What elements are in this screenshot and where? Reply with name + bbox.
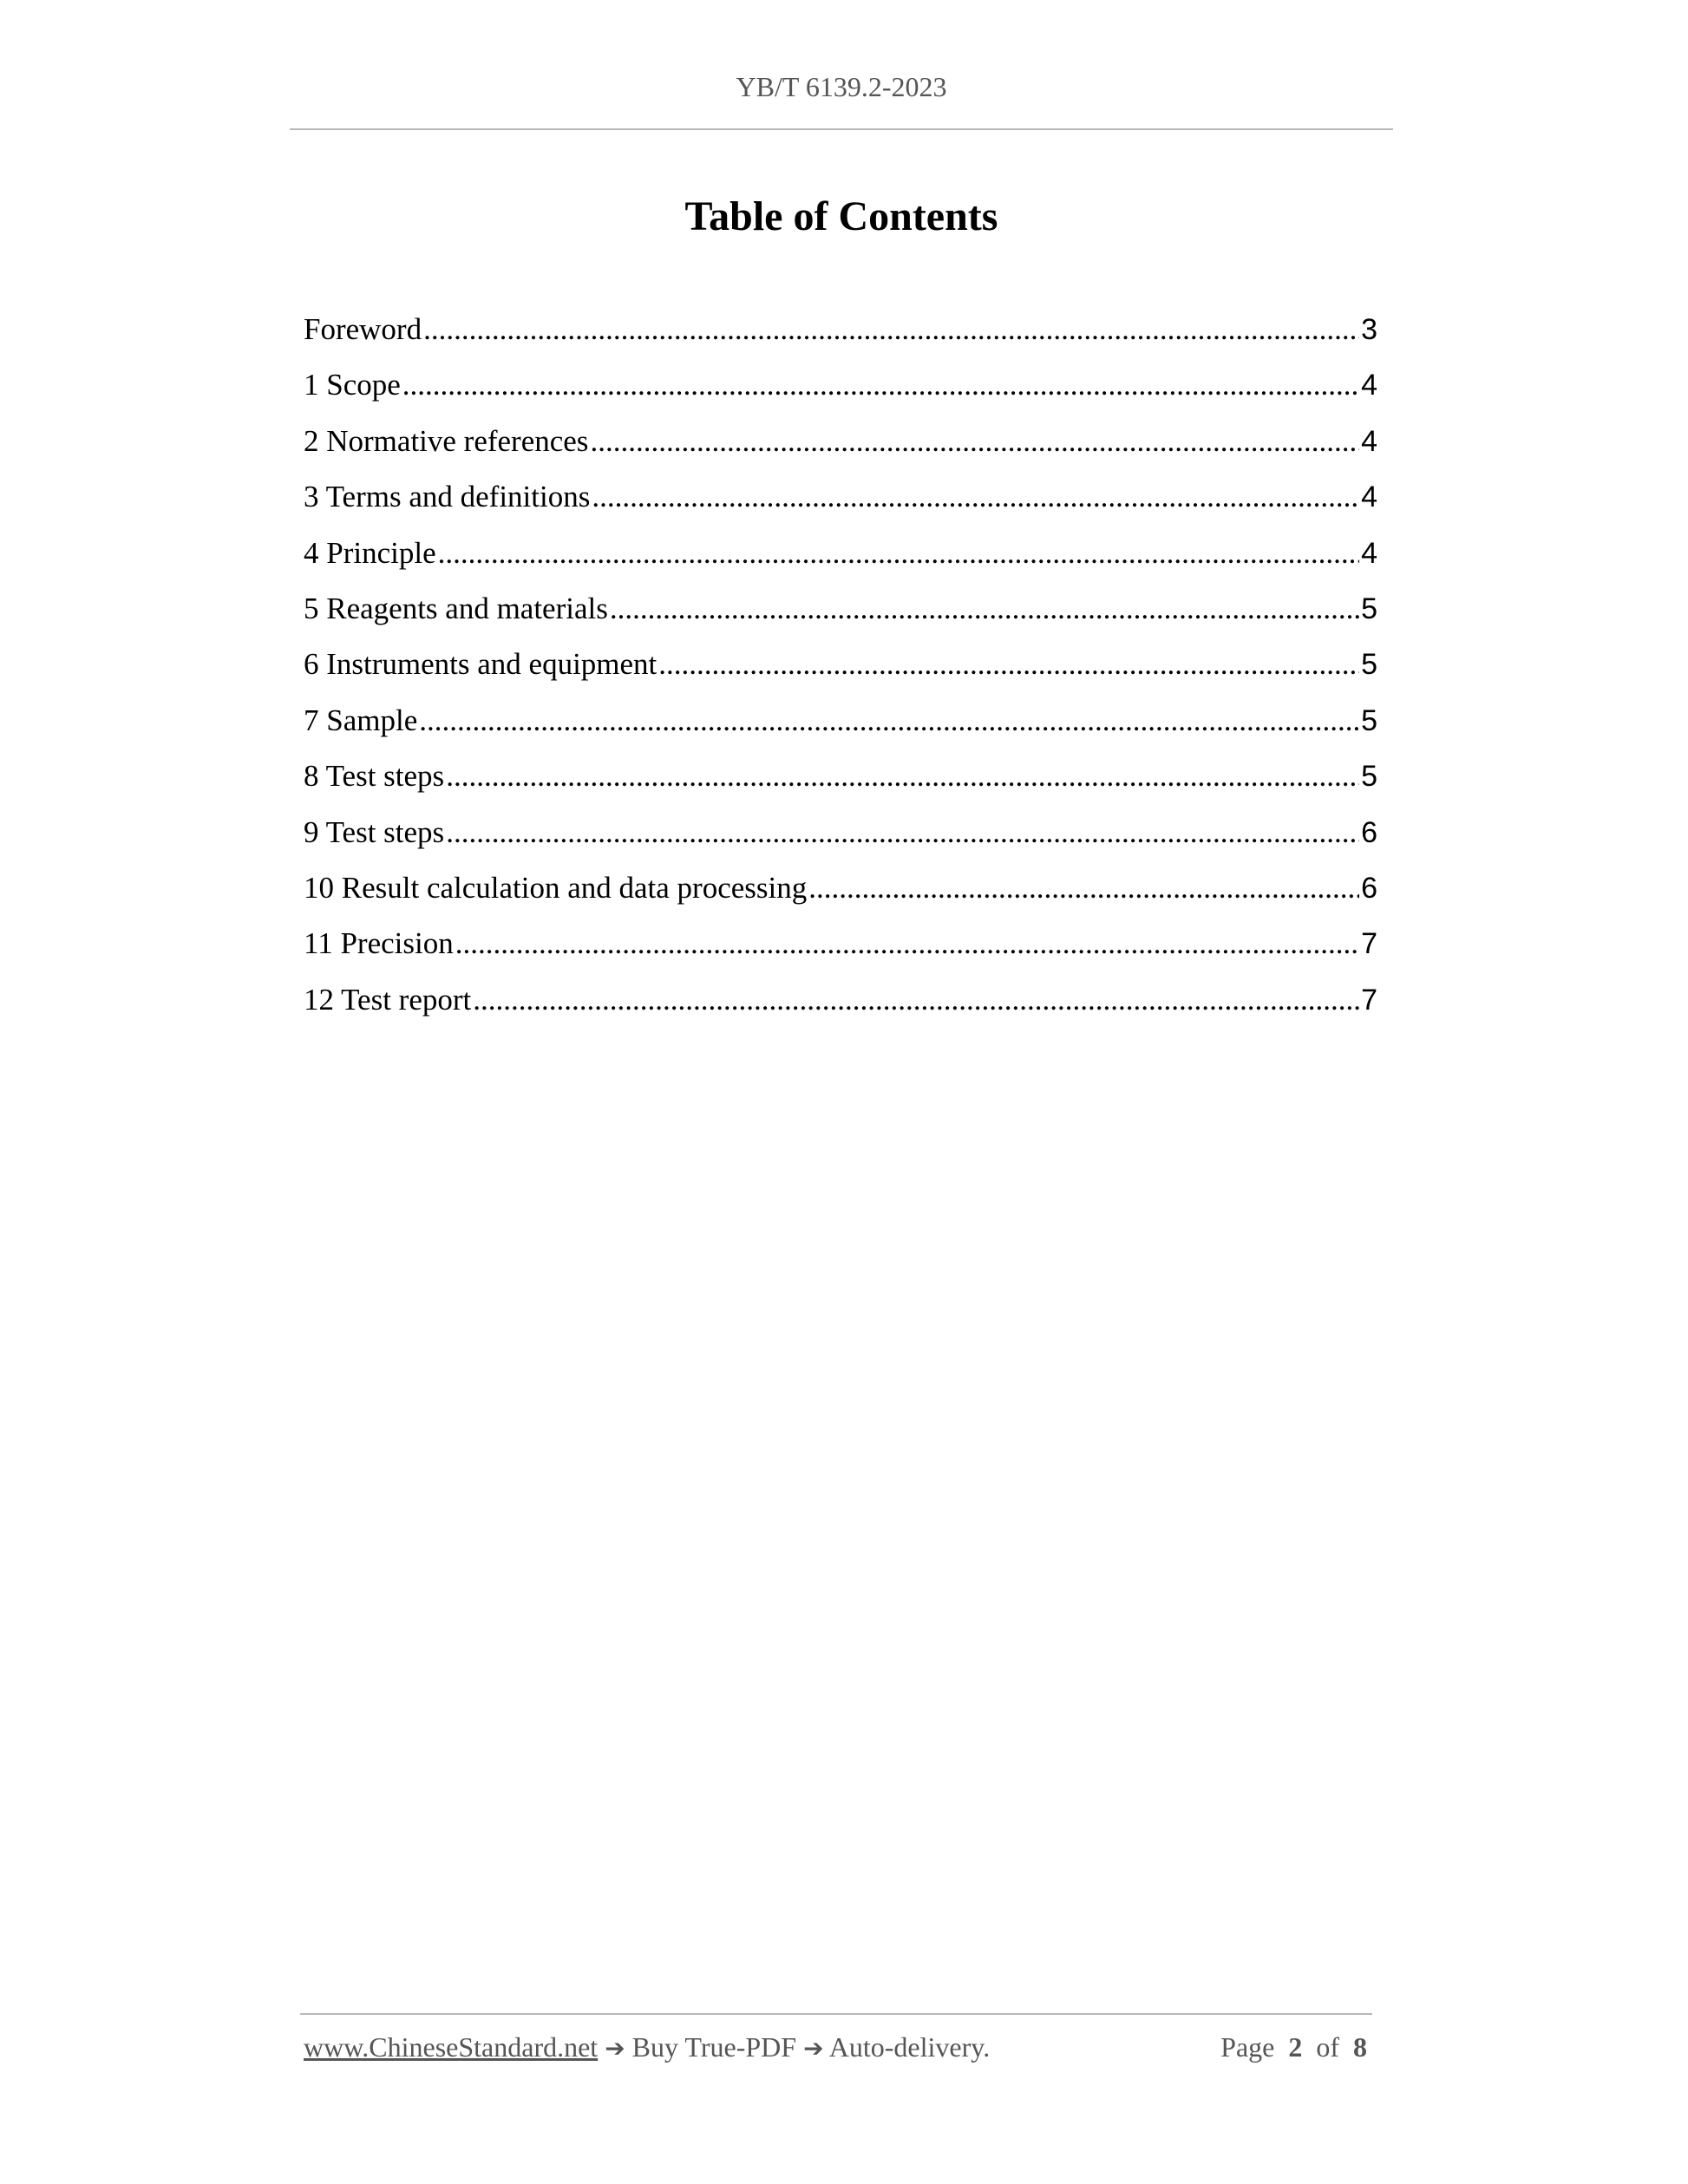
toc-entry-page: 4 [1361,424,1377,458]
toc-entry-page: 5 [1361,760,1377,794]
toc-entry-terms-and-definitions[interactable] [304,480,1377,535]
toc-entry-label: 11 Precision [304,926,454,961]
toc-entry-label: Foreword [304,312,422,346]
toc-entry-label: 3 Terms and definitions [304,480,591,514]
toc-entry-normative-references[interactable] [304,424,1377,480]
toc-entry-test-steps-9[interactable] [304,815,1377,871]
toc-entry-label: 9 Test steps [304,814,445,849]
toc-entry-label: 2 Normative references [304,423,589,458]
toc-dot-leader [808,871,1359,906]
footer-delivery-text: Auto-delivery. [828,2031,991,2063]
toc-entry-label: 4 Principle [304,535,436,570]
toc-entry-page: 4 [1361,369,1377,402]
toc-dot-leader [592,480,1359,514]
toc-entry-page: 6 [1361,871,1377,905]
toc-entry-page: 4 [1361,481,1377,514]
toc-dot-leader [438,536,1359,571]
footer-divider [300,2013,1372,2015]
site-link[interactable]: www.ChineseStandard.net [304,2031,599,2063]
page-title: Table of Contents [684,193,998,239]
toc-entry-test-steps-8[interactable] [304,759,1377,814]
toc-dot-leader [610,592,1359,626]
toc-dot-leader [658,647,1359,682]
toc-entry-label: 5 Reagents and materials [304,591,608,625]
toc-dot-leader [423,312,1359,347]
toc-entry-label: 1 Scope [304,368,401,402]
toc-entry-page: 3 [1361,313,1377,346]
page-indicator [1220,2031,1367,2063]
toc-entry-page: 7 [1361,927,1377,961]
toc-dot-leader [446,815,1359,850]
toc-entry-instruments-and-equipment[interactable] [304,647,1377,703]
toc-entry-scope[interactable] [304,368,1377,423]
toc-dot-leader [419,703,1359,738]
total-pages-number: 8 [1353,2031,1367,2063]
toc-entry-page: 6 [1361,815,1377,849]
current-page-number: 2 [1288,2031,1303,2063]
toc-entry-label: 10 Result calculation and data processing [304,870,808,905]
toc-entry-reagents-and-materials[interactable] [304,592,1377,647]
toc-dot-leader [446,759,1359,794]
toc-entry-label: 8 Test steps [304,759,445,794]
toc-entry-label: 6 Instruments and equipment [304,647,658,682]
of-word: of [1316,2031,1339,2063]
toc-entry-page: 7 [1361,983,1377,1017]
toc-entry-result-calculation[interactable] [304,871,1377,926]
toc-entry-page: 5 [1361,648,1377,682]
toc-entry-label: 7 Sample [304,703,418,737]
header-divider [290,128,1393,130]
toc-dot-leader [473,983,1359,1017]
header-standard-code: YB/T 6139.2-2023 [736,71,947,102]
footer-promo [304,2031,990,2063]
toc-entry-sample[interactable] [304,703,1377,759]
arrow-right-icon: ➔ [803,2034,824,2063]
toc-entry-label: 12 Test report [304,982,472,1017]
toc-dot-leader [402,368,1359,402]
toc-entry-principle[interactable] [304,536,1377,592]
page-word: Page [1220,2031,1275,2063]
arrow-right-icon: ➔ [605,2034,625,2063]
toc-entry-page: 5 [1361,703,1377,737]
toc-dot-leader [590,424,1359,459]
toc-entry-page: 5 [1361,592,1377,625]
toc-entry-foreword[interactable] [304,312,1377,368]
toc-entry-test-report[interactable] [304,983,1377,1038]
toc-entry-precision[interactable] [304,926,1377,982]
toc-dot-leader [455,926,1359,961]
footer-buy-text: Buy True-PDF [631,2031,797,2063]
toc-entry-page: 4 [1361,536,1377,570]
table-of-contents [304,312,1377,1038]
